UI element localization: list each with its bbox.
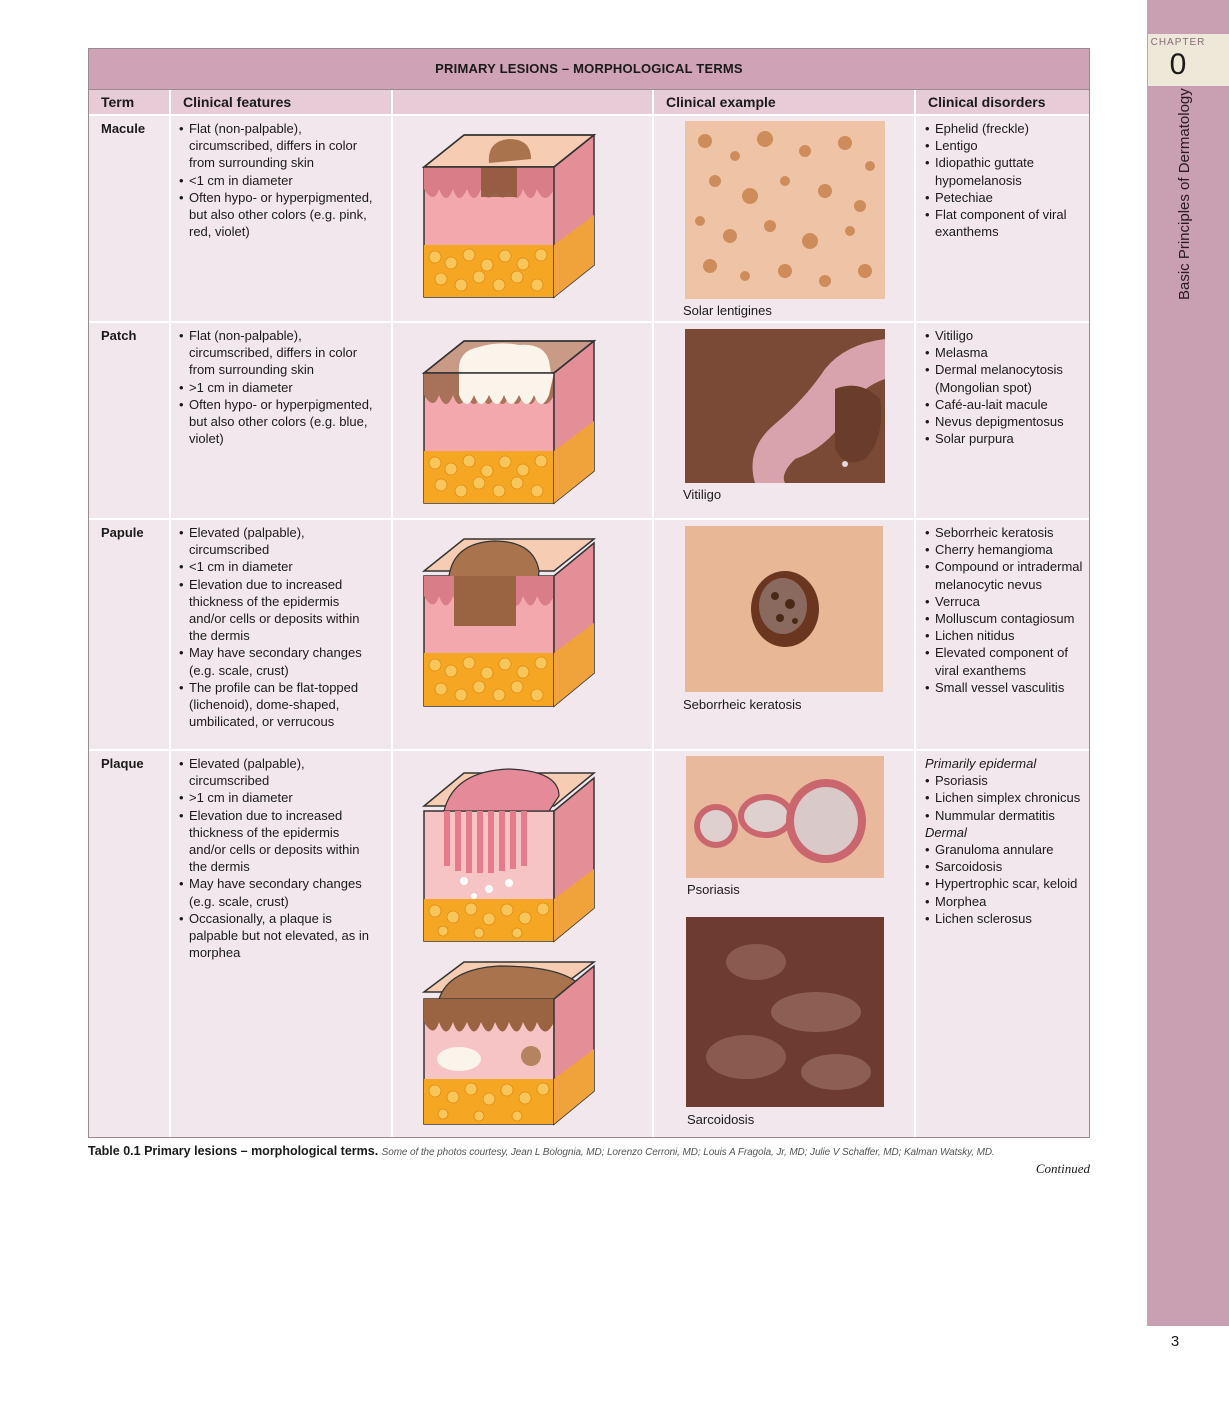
feature-item: • <1 cm in diameter	[179, 172, 379, 189]
column-divider	[914, 90, 916, 1137]
disorder-item: • Nevus depigmentosus	[925, 413, 1085, 430]
disorder-item: • Elevated component of viral exanthems	[925, 644, 1085, 678]
chapter-label: CHAPTER	[1150, 37, 1206, 48]
feature-item: • >1 cm in diameter	[179, 789, 379, 806]
disorder-item: • Seborrheic keratosis	[925, 524, 1085, 541]
feature-item: • Flat (non-palpable), circumscribed, differs in color from surrounding skin	[179, 120, 379, 172]
disorder-item: • Cherry hemangioma	[925, 541, 1085, 558]
disorder-item: • Flat component of viral exanthems	[925, 206, 1085, 240]
disorder-item: • Petechiae	[925, 189, 1085, 206]
caption-title: Primary lesions – morphological terms.	[144, 1144, 379, 1158]
disorder-item: • Hypertrophic scar, keloid	[925, 875, 1085, 892]
caption-sarcoidosis: Sarcoidosis	[687, 1112, 755, 1127]
feature-item: • May have secondary changes (e.g. scale, crust)	[179, 644, 379, 678]
disorders-patch	[925, 327, 1085, 447]
row-divider	[89, 749, 1089, 751]
caption-vitiligo: Vitiligo	[683, 487, 722, 502]
plaque-dermal-diagram	[419, 954, 629, 1134]
disorder-item: • Lichen nitidus	[925, 627, 1085, 644]
disorder-item: • Morphea	[925, 893, 1085, 910]
disorder-group-heading: Dermal	[925, 824, 967, 840]
column-divider	[391, 90, 393, 1137]
disorder-item: • Idiopathic guttate hypomelanosis	[925, 154, 1085, 188]
feature-item: • Flat (non-palpable), circumscribed, differs in color from surrounding skin	[179, 327, 384, 379]
feature-item: • Elevation due to increased thickness of the epidermis and/or cells or deposits within the dermis	[179, 576, 379, 645]
feature-item: • Often hypo- or hyperpigmented, but also other colors (e.g. pink, red, violet)	[179, 189, 379, 241]
chapter-box	[1147, 34, 1229, 86]
continued-label: Continued	[1035, 1161, 1090, 1176]
disorders-macule	[925, 120, 1085, 240]
papule-skin-diagram	[419, 531, 629, 721]
disorders-papule	[925, 524, 1085, 696]
features-papule	[179, 524, 379, 730]
header-disorders: Clinical disorders	[916, 90, 1089, 114]
chapter-title: Basic Principles of Dermatology	[1176, 88, 1193, 300]
term-plaque: Plaque	[101, 756, 144, 771]
column-divider	[652, 90, 654, 1137]
feature-item: • May have secondary changes (e.g. scale, crust)	[179, 875, 379, 909]
feature-item: • The profile can be flat-topped (lichenoid), dome-shaped, umbilicated, or verrucous	[179, 679, 379, 731]
chapter-number: 0	[1169, 48, 1187, 81]
disorder-item: • Café-au-lait macule	[925, 396, 1085, 413]
disorder-item: • Vitiligo	[925, 327, 1085, 344]
sarcoidosis-photo	[686, 917, 884, 1107]
disorder-item: • Dermal melanocytosis (Mongolian spot)	[925, 361, 1085, 395]
table-title: PRIMARY LESIONS – MORPHOLOGICAL TERMS	[89, 49, 1089, 90]
disorder-item: • Melasma	[925, 344, 1085, 361]
features-macule	[179, 120, 379, 240]
caption-solar-lentigines: Solar lentigines	[683, 303, 772, 318]
plaque-epidermal-diagram	[419, 761, 629, 956]
disorder-item: • Molluscum contagiosum	[925, 610, 1085, 627]
disorder-item: • Lichen simplex chronicus	[925, 789, 1085, 806]
feature-item: • Occasionally, a plaque is palpable but not elevated, as in morphea	[179, 910, 379, 962]
disorders-plaque	[925, 755, 1085, 927]
vitiligo-photo	[685, 329, 885, 483]
disorder-item: • Lentigo	[925, 137, 1085, 154]
disorder-item: • Nummular dermatitis	[925, 807, 1085, 824]
header-diagram	[393, 90, 652, 114]
header-features: Clinical features	[171, 90, 391, 114]
patch-skin-diagram	[419, 333, 629, 518]
disorder-item: • Psoriasis	[925, 772, 1085, 789]
term-patch: Patch	[101, 328, 137, 343]
disorder-group-heading: Primarily epidermal	[925, 756, 1037, 771]
header-example: Clinical example	[654, 90, 914, 114]
row-divider	[89, 114, 1089, 116]
header-term: Term	[89, 90, 169, 114]
disorder-item: • Sarcoidosis	[925, 858, 1085, 875]
caption-credit: Some of the photos courtesy, Jean L Bolognia, MD; Lorenzo Cerroni, MD; Louis A Fragola, Jr, MD; Julie V Schaffer, MD; Kalman Watsky, MD.	[381, 1147, 995, 1158]
feature-item: • Often hypo- or hyperpigmented, but also other colors (e.g. blue, violet)	[179, 396, 384, 448]
feature-item: • Elevation due to increased thickness of the epidermis and/or cells or deposits within the dermis	[179, 807, 379, 876]
chapter-tab-top	[1147, 0, 1229, 34]
macule-skin-diagram	[419, 127, 629, 312]
solar-lentigines-photo	[685, 121, 885, 299]
row-divider	[89, 321, 1089, 323]
caption-seborrheic-keratosis: Seborrheic keratosis	[683, 697, 802, 712]
psoriasis-photo	[686, 756, 884, 878]
disorder-item: • Solar purpura	[925, 430, 1085, 447]
features-patch	[179, 327, 384, 447]
feature-item: • Elevated (palpable), circumscribed	[179, 755, 379, 789]
features-plaque	[179, 755, 379, 961]
feature-item: • Elevated (palpable), circumscribed	[179, 524, 379, 558]
disorder-item: • Compound or intradermal melanocytic nevus	[925, 558, 1085, 592]
disorder-item: • Lichen sclerosus	[925, 910, 1085, 927]
disorder-item: • Ephelid (freckle)	[925, 120, 1085, 137]
seborrheic-keratosis-photo	[685, 526, 883, 692]
disorder-item: • Verruca	[925, 593, 1085, 610]
term-macule: Macule	[101, 121, 146, 136]
disorder-item: • Small vessel vasculitis	[925, 679, 1085, 696]
disorder-item: • Granuloma annulare	[925, 841, 1085, 858]
feature-item: • >1 cm in diameter	[179, 379, 384, 396]
table-caption	[88, 1144, 1098, 1158]
page-number: 3	[1170, 1333, 1180, 1350]
caption-label: Table 0.1	[88, 1144, 141, 1158]
term-papule: Papule	[101, 525, 144, 540]
row-divider	[89, 518, 1089, 520]
feature-item: • <1 cm in diameter	[179, 558, 379, 575]
column-divider	[169, 90, 171, 1137]
caption-psoriasis: Psoriasis	[687, 882, 740, 897]
morphology-table	[88, 48, 1090, 1138]
